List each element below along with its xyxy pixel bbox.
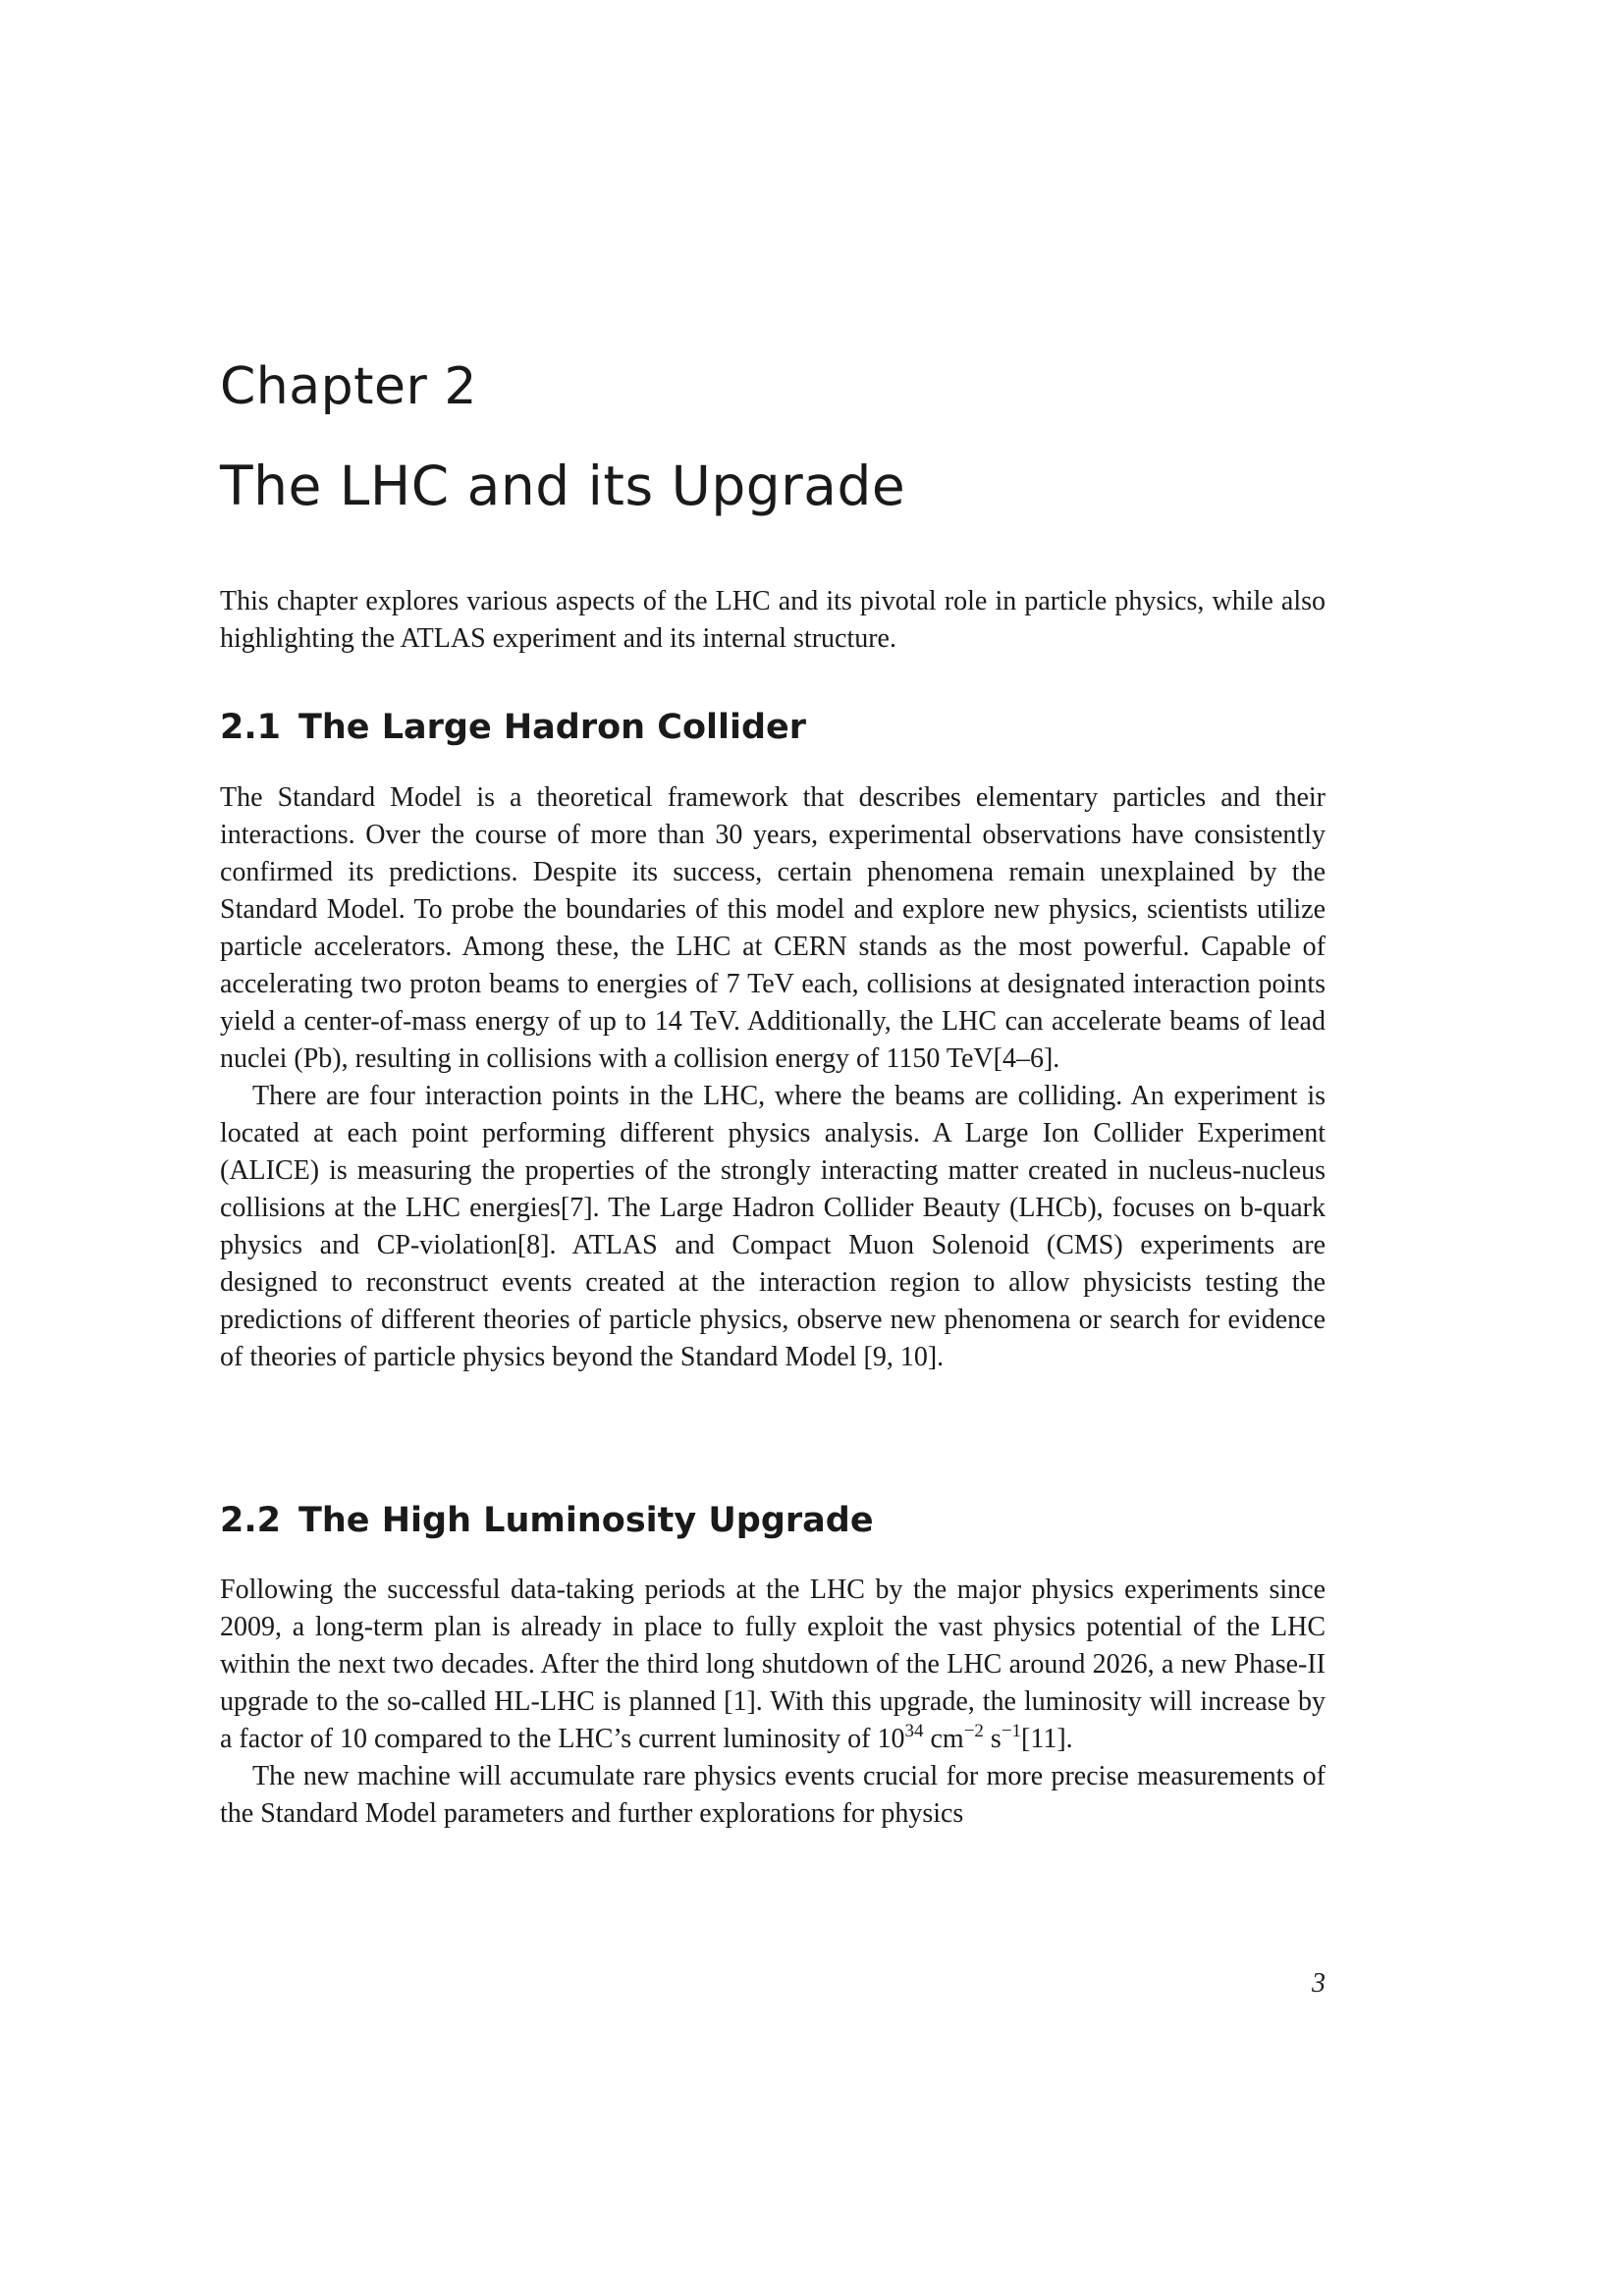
page-number: 3 <box>1312 1968 1326 1999</box>
exponent: −1 <box>1001 1721 1022 1741</box>
citation: [11]. <box>1021 1724 1073 1754</box>
body-paragraph: The Standard Model is a theoretical framework that describes elementary particles and their interactions. Over the course of more than 30 years, experimental observations have consistently confirmed its predictions. Despite its success, certain phenomena remain unexplained by the Standard Model. To probe the boundaries of this model and explore new physics, scientists utilize particle accelerators. Among these, the LHC at CERN stands as the most powerful. Capable of accelerating two proton beams to energies of 7 TeV each, collisions at designated interaction points yield a center-of-mass energy of up to 14 TeV. Additionally, the LHC can accelerate beams of lead nuclei (Pb), resulting in collisions with a collision energy of 1150 TeV[4–6]. <box>220 782 1326 1074</box>
intro-paragraph: This chapter explores various aspects of the LHC and its pivotal role in particle physics, while also highlighting the ATLAS experiment and its internal structure. <box>220 586 1326 654</box>
unit-text: s <box>983 1724 1001 1754</box>
section-title: The High Luminosity Upgrade <box>298 1501 874 1540</box>
body-paragraph <box>220 1572 1326 1758</box>
section-number: 2.1 <box>220 708 282 747</box>
exponent: 34 <box>904 1721 924 1741</box>
section-title: The Large Hadron Collider <box>298 708 807 747</box>
exponent: −2 <box>963 1721 984 1741</box>
section-heading-2-1 <box>220 708 807 747</box>
section-2-2-body <box>220 1572 1326 1833</box>
chapter-title: The LHC and its Upgrade <box>220 454 906 517</box>
body-paragraph: The new machine will accumulate rare physics events crucial for more precise measurements of the Standard Model parameters and further explorations for physics <box>220 1761 1326 1829</box>
section-heading-2-2 <box>220 1501 874 1540</box>
chapter-intro <box>220 583 1326 658</box>
section-2-1-body <box>220 779 1326 1376</box>
paragraph-text: Following the successful data-taking periods at the LHC by the major physics experiments since 2009, a long-term plan is already in place to fully exploit the vast physics potential of the LHC within the next two decades. After the third long shutdown of the LHC around 2026, a new Phase-II upgrade to the so-called HL-LHC is planned [1]. With this upgrade, the luminosity will increase by a factor of 10 compared to the LHC’s current luminosity of 10 <box>220 1575 1326 1754</box>
body-paragraph: There are four interaction points in the LHC, where the beams are colliding. An experiment is located at each point performing different physics analysis. A Large Ion Collider Experiment (ALICE) is measuring the properties of the strongly interacting matter created in nucleus-nucleus collisions at the LHC energies[7]. The Large Hadron Collider Beauty (LHCb), focuses on b-quark physics and CP-violation[8]. ATLAS and Compact Muon Solenoid (CMS) experiments are designed to reconstruct events created at the interaction region to allow physicists testing the predictions of different theories of particle physics, observe new phenomena or search for evidence of theories of particle physics beyond the Standard Model [9, 10]. <box>220 1081 1326 1372</box>
section-number: 2.2 <box>220 1501 282 1540</box>
unit-text: cm <box>923 1724 964 1754</box>
chapter-label: Chapter 2 <box>220 357 478 416</box>
